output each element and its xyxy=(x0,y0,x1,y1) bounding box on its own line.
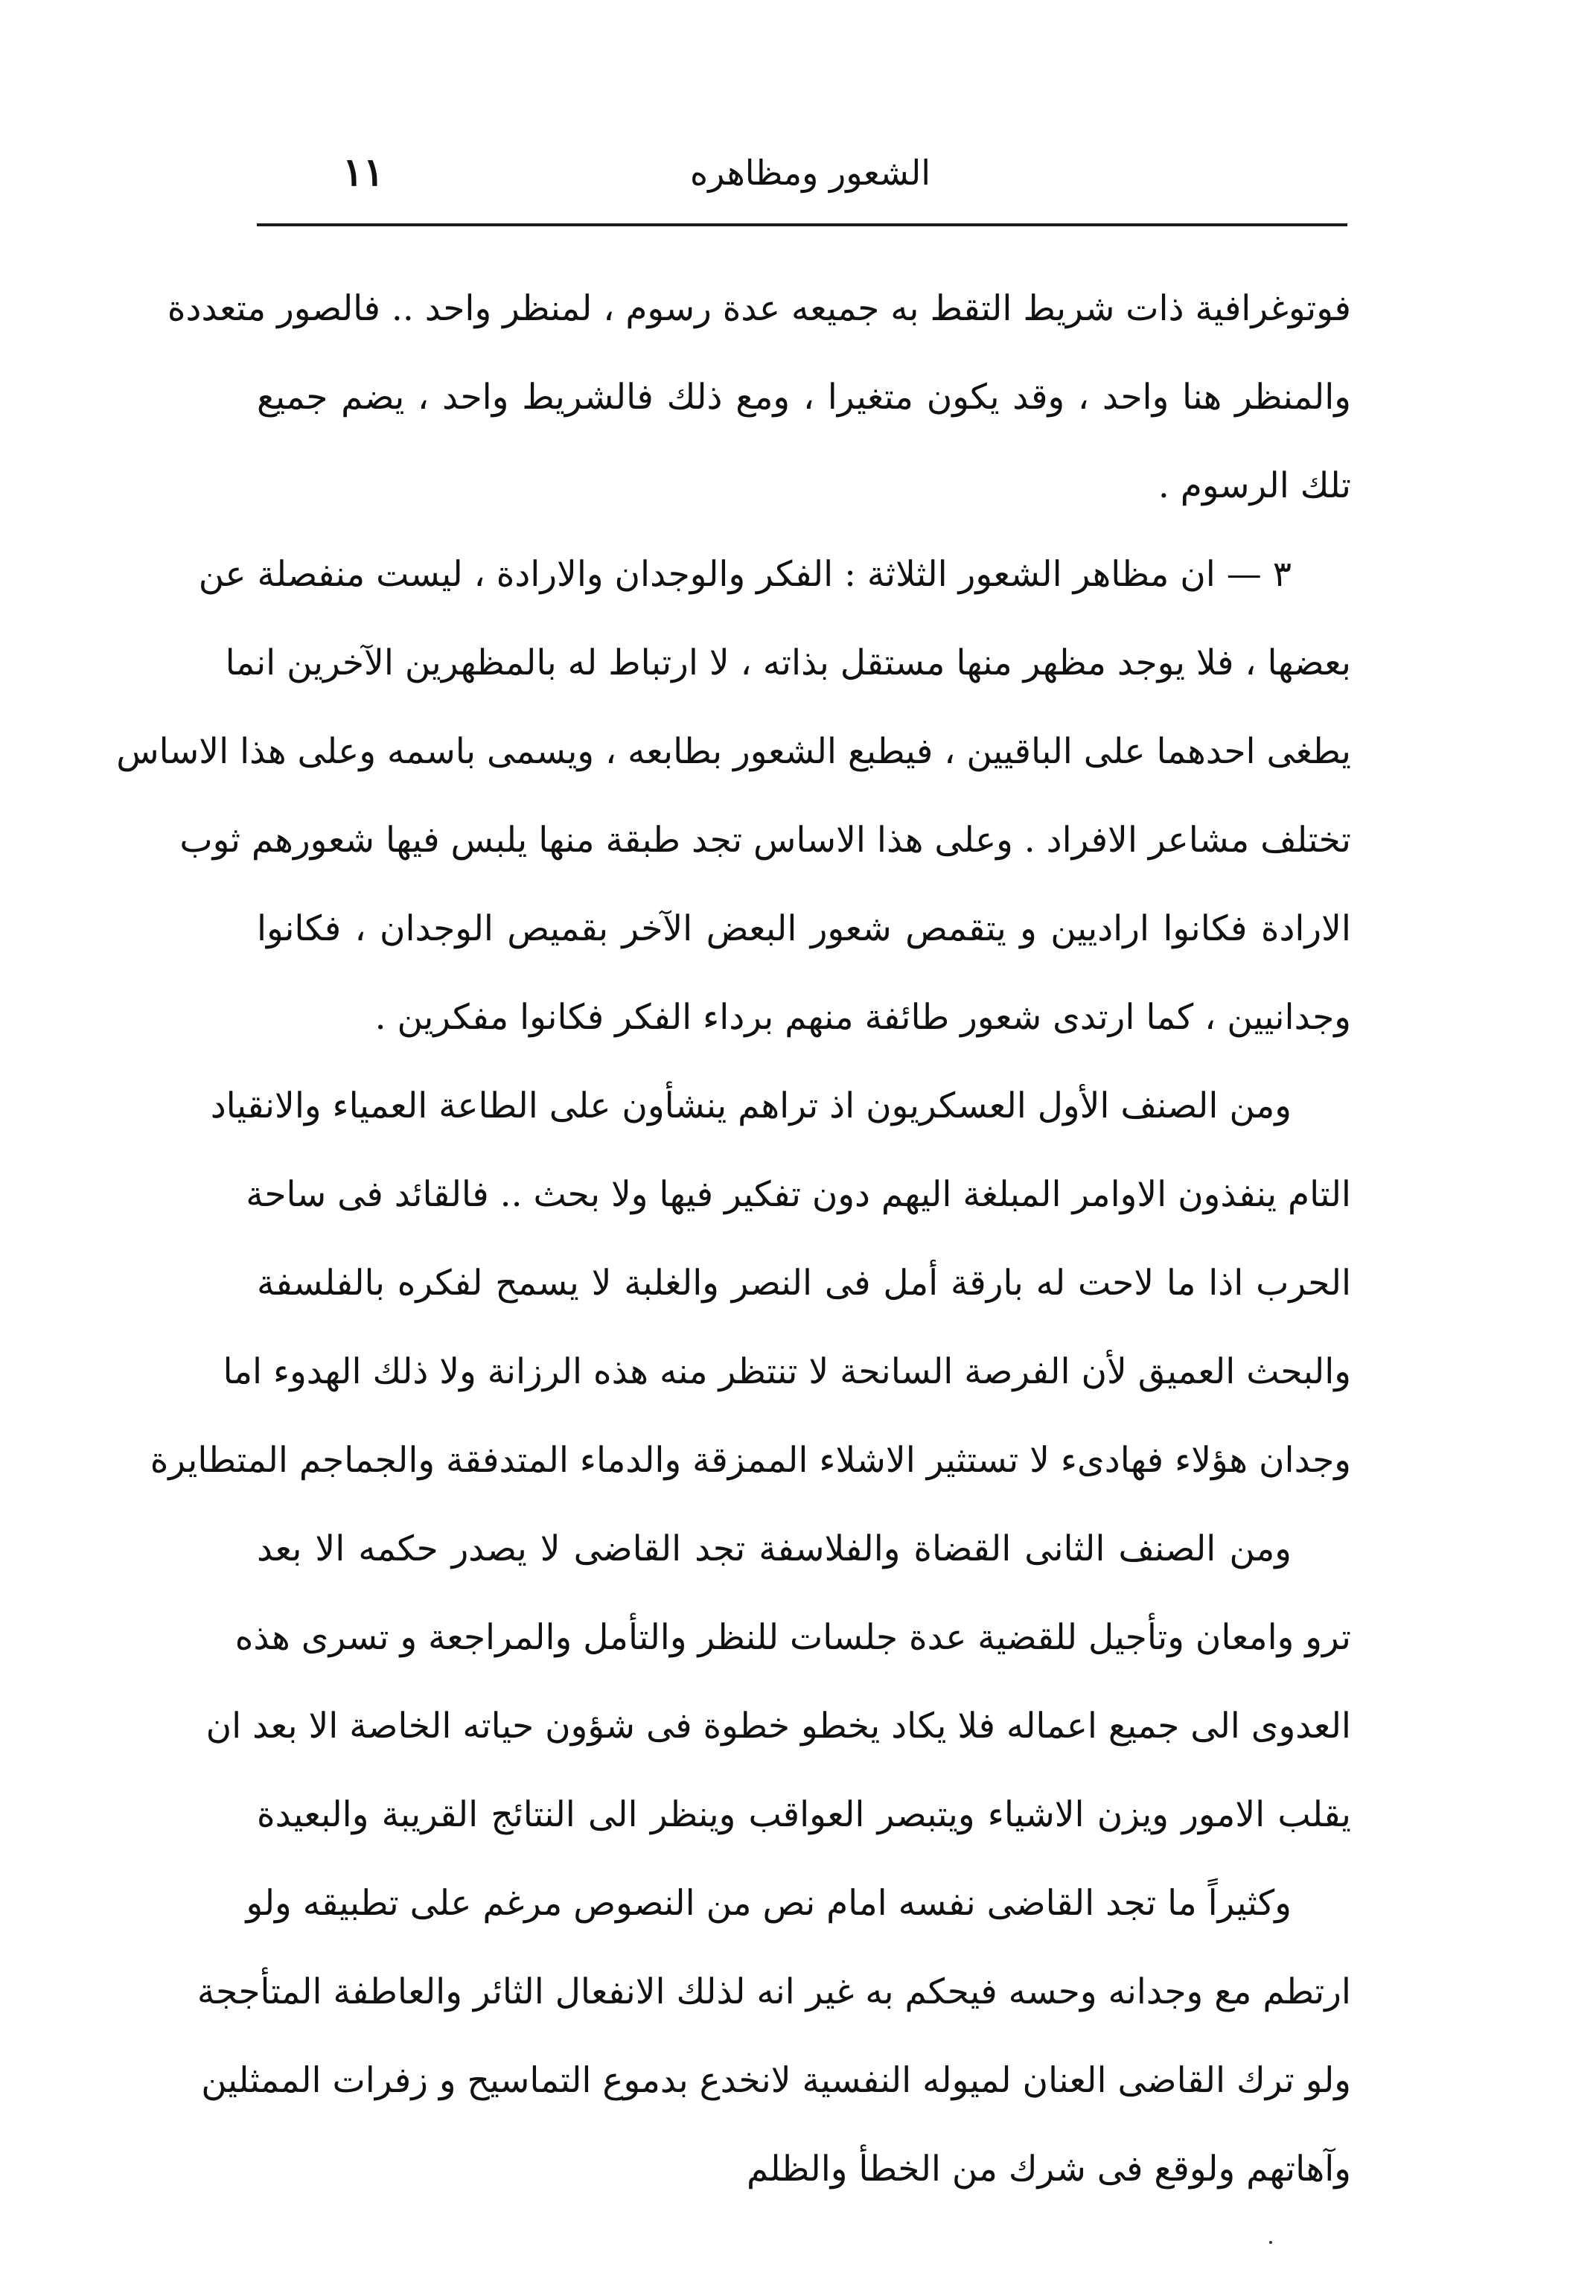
text-line: وجدانيين ، كما ارتدى شعور طائفة منهم برداء الفكر فكانوا مفكرين . xyxy=(374,997,1351,1038)
text-line: العدوى الى جميع اعماله فلا يكاد يخطو خطوة فى شؤون حياته الخاصة الا بعد ان xyxy=(205,1706,1351,1747)
text-line: ومن الصنف الثانى القضاة والفلاسفة تجد القاضى لا يصدر حكمه الا بعد xyxy=(257,1528,1292,1569)
text-line: التام ينفذون الاوامر المبلغة اليهم دون تفكير فيها ولا بحث .. فالقائد فى ساحة xyxy=(246,1174,1351,1215)
text-line: تلك الرسوم . xyxy=(1158,465,1351,506)
text-line: والبحث العميق لأن الفرصة السانحة لا تنتظر منه هذه الرزانة ولا ذلك الهدوء اما xyxy=(223,1351,1351,1392)
body-text xyxy=(116,272,1351,2221)
text-line: وآهاتهم ولوقع فى شرك من الخطأ والظلم xyxy=(746,2149,1351,2190)
text-line: فوتوغرافية ذات شريط التقط به جميعه عدة رسوم ، لمنظر واحد .. فالصور متعددة xyxy=(167,288,1351,329)
text-line: ومن الصنف الأول العسكريون اذ تراهم ينشأون على الطاعة العمياء والانقياد xyxy=(210,1085,1292,1126)
text-line: الارادة فكانوا اراديين و يتقمص شعور البعض الآخر بقميص الوجدان ، فكانوا xyxy=(257,908,1351,949)
page-header xyxy=(253,150,1347,205)
text-line: الحرب اذا ما لاحت له بارقة أمل فى النصر والغلبة لا يسمح لفكره بالفلسفة xyxy=(257,1263,1351,1304)
text-line: ٣ — ان مظاهر الشعور الثلاثة : الفكر والوجدان والارادة ، ليست منفصلة عن xyxy=(198,554,1292,595)
text-line: يطغى احدهما على الباقيين ، فيطبع الشعور بطابعه ، ويسمى باسمه وعلى هذا الاساس xyxy=(116,731,1351,772)
text-line: بعضها ، فلا يوجد مظهر منها مستقل بذاته ، لا ارتباط له بالمظهرين الآخرين انما xyxy=(225,642,1351,683)
text-line: تختلف مشاعر الافراد . وعلى هذا الاساس تجد طبقة منها يلبس فيها شعورهم ثوب xyxy=(179,820,1351,861)
running-title: الشعور ومظاهره xyxy=(690,153,931,193)
text-line: ارتطم مع وجدانه وحسه فيحكم به غير انه لذلك الانفعال الثائر والعاطفة المتأججة xyxy=(197,1971,1351,2012)
header-rule xyxy=(257,223,1347,226)
text-line: والمنظر هنا واحد ، وقد يكون متغيرا ، ومع ذلك فالشريط واحد ، يضم جميع xyxy=(257,377,1351,418)
text-line: وجدان هؤلاء فهادىء لا تستثير الاشلاء الممزقة والدماء المتدفقة والجماجم المتطايرة xyxy=(150,1440,1351,1481)
page-number: ١١ xyxy=(342,150,384,195)
scan-speck xyxy=(1269,2241,1272,2244)
text-line: ترو وامعان وتأجيل للقضية عدة جلسات للنظر والتأمل والمراجعة و تسرى هذه xyxy=(234,1617,1351,1658)
text-line: وكثيراً ما تجد القاضى نفسه امام نص من النصوص مرغم على تطبيقه ولو xyxy=(246,1883,1292,1924)
text-line: ولو ترك القاضى العنان لميوله النفسية لانخدع بدموع التماسيح و زفرات الممثلين xyxy=(201,2060,1351,2101)
text-line: يقلب الامور ويزن الاشياء ويتبصر العواقب وينظر الى النتائج القريبة والبعيدة xyxy=(257,1794,1351,1835)
